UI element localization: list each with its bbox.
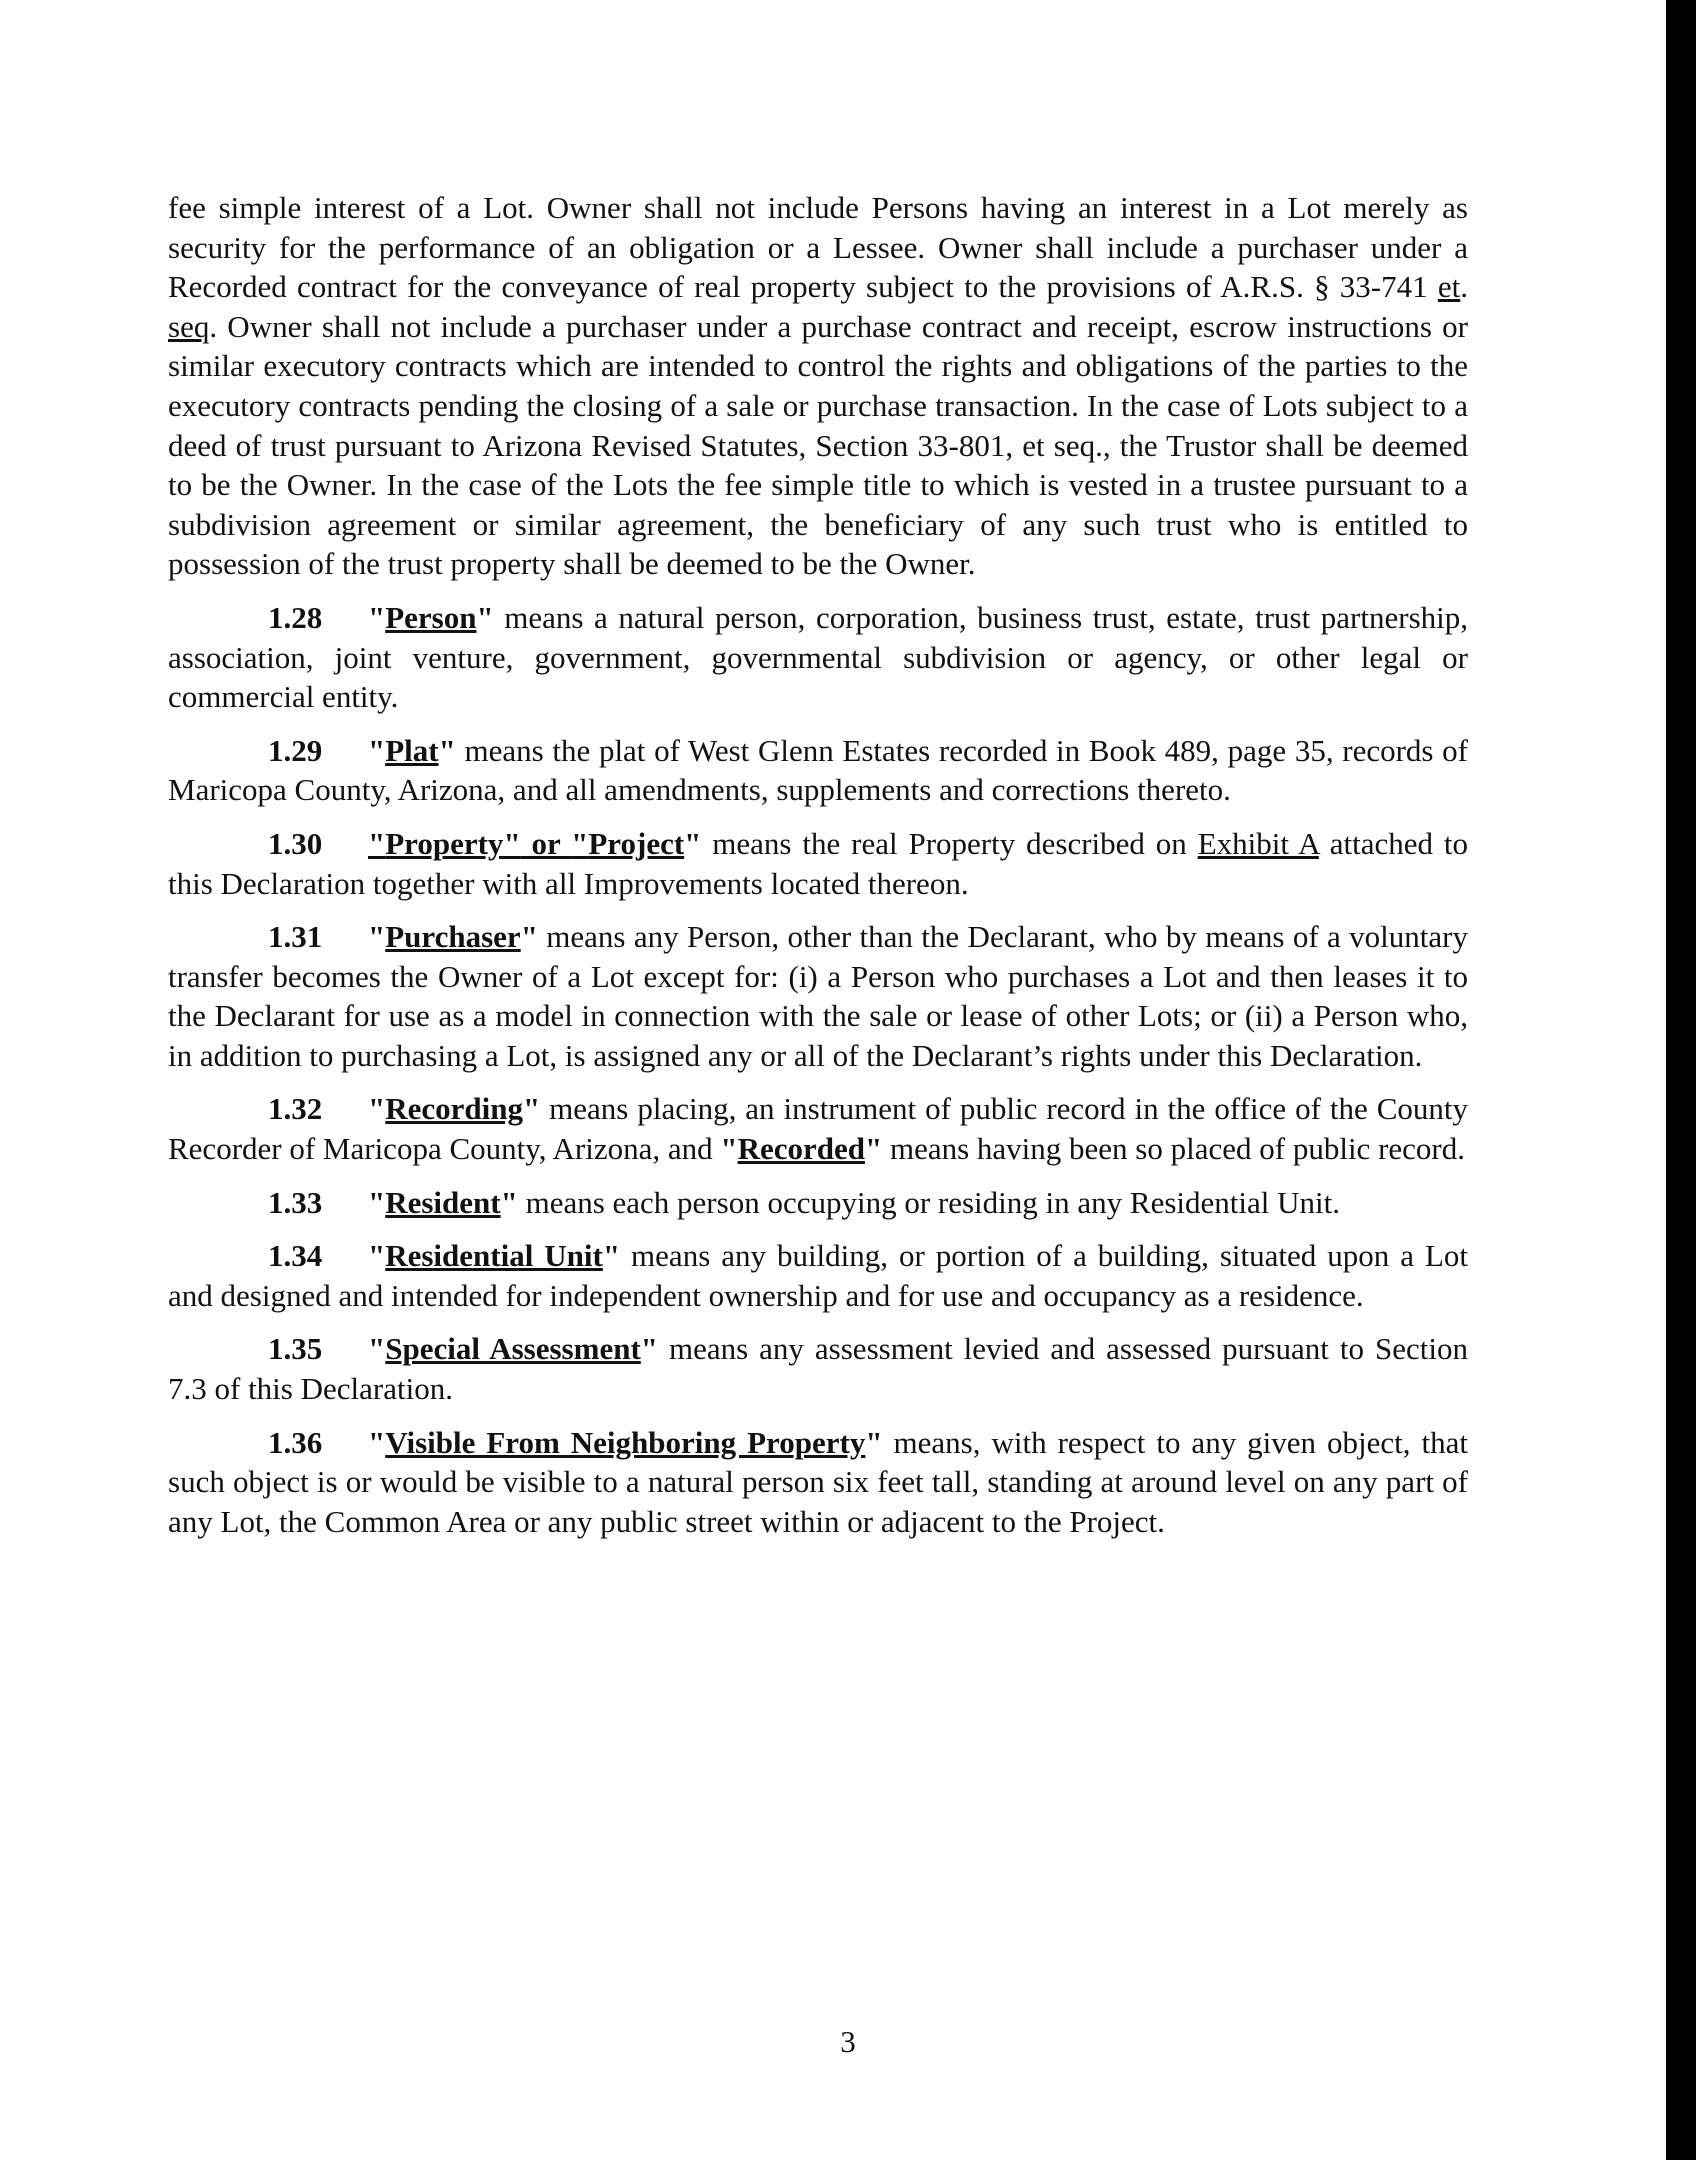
defined-term: "Resident" <box>368 1184 518 1220</box>
term-plat: Plat <box>385 732 439 768</box>
definition-text: means each person occupying or residing in any Residential Unit. <box>517 1184 1340 1220</box>
continuation-text: fee simple interest of a Lot. Owner shall not include Persons having an interest in a Lot merely as security for the performance of an obligation or a Lessee. Owner shall include a purchaser under a Recorded contract for the conveyance of real property subject to the provisions of A.R.S. § 33-741 <box>168 190 1468 305</box>
scan-border <box>1666 0 1696 2160</box>
term-resident: Resident <box>385 1184 501 1220</box>
definition-text: means any Person, other than the Declarant, who by means of a voluntary transfer becomes the Owner of a Lot except for: (i) a Person who purchases a Lot and then leases it to the Declarant for use as a model in connection with the sale or lease of other Lots; or (ii) a Person who, in addition to purchasing a Lot, is assigned any or all of the Declarant’s rights under this Declaration. <box>168 919 1468 1073</box>
section-number: 1.35 <box>268 1331 323 1367</box>
term-recorded: Recorded <box>737 1131 865 1167</box>
definition-text: means, with respect to any given object, that such object is or would be visible to a natural person six feet tall, standing at around level on any part of any Lot, the Common Area or any public street within or adjacent to the Project. <box>168 1424 1468 1539</box>
definition-1-32 <box>168 1089 1468 1168</box>
continuation-text-end: . Owner shall not include a purchaser under a purchase contract and receipt, escrow instructions or similar executory contracts which are intended to control the rights and obligations of the parties to the executory contracts pending the closing of a sale or purchase transaction. In the case of Lots subject to a deed of trust pursuant to Arizona Revised Statutes, Section 33-801, et seq., the Trustor shall be deemed to be the Owner. In the case of the Lots the fee simple title to which is vested in a trustee pursuant to a subdivision agreement or similar agreement, the beneficiary of any such trust who is entitled to possession of the trust property shall be deemed to be the Owner. <box>168 308 1468 582</box>
definition-1-36 <box>168 1423 1468 1542</box>
section-number: 1.32 <box>268 1091 323 1127</box>
owner-definition-continuation <box>168 188 1468 584</box>
definition-text: means placing, an instrument of public record in the office of the County Recorder of Maricopa County, Arizona, and <box>168 1091 1468 1167</box>
defined-term: "Recording" <box>368 1091 541 1127</box>
term-special-assessment: Special Assessment <box>385 1331 641 1367</box>
section-number: 1.29 <box>268 732 323 768</box>
page-number: 3 <box>840 2024 856 2059</box>
defined-term: "Purchaser" <box>368 919 538 955</box>
term-property: Property <box>385 825 504 861</box>
definition-1-35 <box>168 1329 1468 1408</box>
term-recording: Recording <box>385 1091 523 1127</box>
defined-term: "Person" <box>368 599 494 635</box>
definition-text: means any assessment levied and assessed pursuant to Section 7.3 of this Declaration. <box>168 1331 1468 1407</box>
defined-term-2: "Recorded" <box>720 1131 883 1167</box>
document-body <box>168 188 1468 1555</box>
definition-1-30 <box>168 824 1468 903</box>
definition-1-29 <box>168 731 1468 810</box>
term-visible-from-neighboring-property: Visible From Neighboring Property <box>385 1424 866 1460</box>
definition-text: means the plat of West Glenn Estates recorded in Book 489, page 35, records of Maricopa County, Arizona, and all amendments, supplements and corrections thereto. <box>168 732 1468 808</box>
definition-text-end: means having been so placed of public record. <box>882 1131 1465 1167</box>
term-residential-unit: Residential Unit <box>385 1238 603 1274</box>
term-person: Person <box>385 599 477 635</box>
section-number: 1.34 <box>268 1238 323 1274</box>
defined-term: "Plat" <box>368 732 456 768</box>
section-number: 1.30 <box>268 825 323 861</box>
term-purchaser: Purchaser <box>385 919 521 955</box>
section-number: 1.36 <box>268 1424 323 1460</box>
definition-text-end: attached to this Declaration together with all Improvements located thereon. <box>168 825 1468 901</box>
defined-term: "Property" or "Project" <box>368 825 702 861</box>
exhibit-reference: Exhibit A <box>1197 825 1319 861</box>
definition-1-28 <box>168 598 1468 717</box>
definition-text: means the real Property described on <box>701 825 1198 861</box>
definition-1-34 <box>168 1236 1468 1315</box>
defined-term: "Visible From Neighboring Property" <box>368 1424 883 1460</box>
term-project: Project <box>588 825 685 861</box>
definition-text: means any building, or portion of a building, situated upon a Lot and designed and intended for independent ownership and for use and occupancy as a residence. <box>168 1238 1468 1313</box>
definition-1-31 <box>168 917 1468 1075</box>
seq-abbrev: seq <box>168 308 210 344</box>
defined-term: "Residential Unit" <box>368 1238 621 1274</box>
defined-term: "Special Assessment" <box>368 1331 658 1367</box>
continuation-separator: . <box>1460 269 1468 305</box>
section-number: 1.33 <box>268 1184 323 1220</box>
definition-text: means a natural person, corporation, business trust, estate, trust partnership, association, joint venture, government, governmental subdivision or agency, or other legal or commercial entity. <box>168 599 1468 715</box>
section-number: 1.31 <box>268 919 323 955</box>
definition-1-33 <box>168 1183 1468 1223</box>
section-number: 1.28 <box>268 599 323 635</box>
et-abbrev: et <box>1437 269 1461 305</box>
